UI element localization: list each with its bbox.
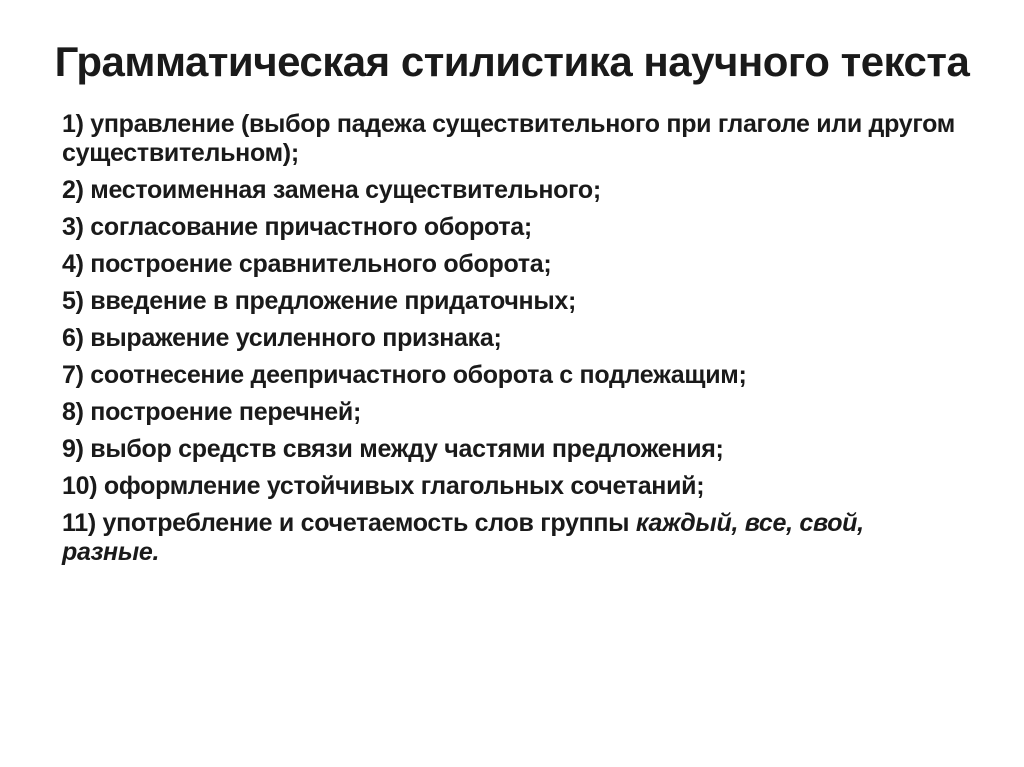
list-item — [62, 472, 966, 501]
list-item — [62, 509, 966, 567]
list-item-text: 7) соотнесение деепричастного оборота с подлежащим; — [62, 361, 747, 389]
list-item — [62, 250, 966, 279]
list-item — [62, 287, 966, 316]
slide-body-list — [0, 110, 1024, 567]
list-item-text: 9) выбор средств связи между частями предложения; — [62, 435, 724, 463]
list-item — [62, 398, 966, 427]
list-item-text: 5) введение в предложение придаточных; — [62, 287, 577, 315]
list-item — [62, 361, 966, 390]
list-item-italic-text: каждый, все, свой, разные. — [62, 509, 864, 566]
list-item — [62, 324, 966, 353]
list-item-text: 3) согласование причастного оборота; — [62, 213, 532, 241]
list-item-text: 10) оформление устойчивых глагольных сочетаний; — [62, 472, 705, 500]
list-item — [62, 435, 966, 464]
list-item — [62, 213, 966, 242]
list-item-text: 11) употребление и сочетаемость слов группы — [62, 509, 636, 537]
list-item — [62, 176, 966, 205]
list-item-text: 1) управление (выбор падежа существительного при глаголе или другом существительном); — [62, 110, 955, 167]
list-item — [62, 110, 966, 168]
list-item-text: 2) местоименная замена существительного; — [62, 176, 601, 204]
list-item-text: 8) построение перечней; — [62, 398, 361, 426]
page-title: Грамматическая стилистика научного текста — [54, 38, 970, 85]
list-item-text: 6) выражение усиленного признака; — [62, 324, 502, 352]
list-item-text: 4) построение сравнительного оборота; — [62, 250, 552, 278]
